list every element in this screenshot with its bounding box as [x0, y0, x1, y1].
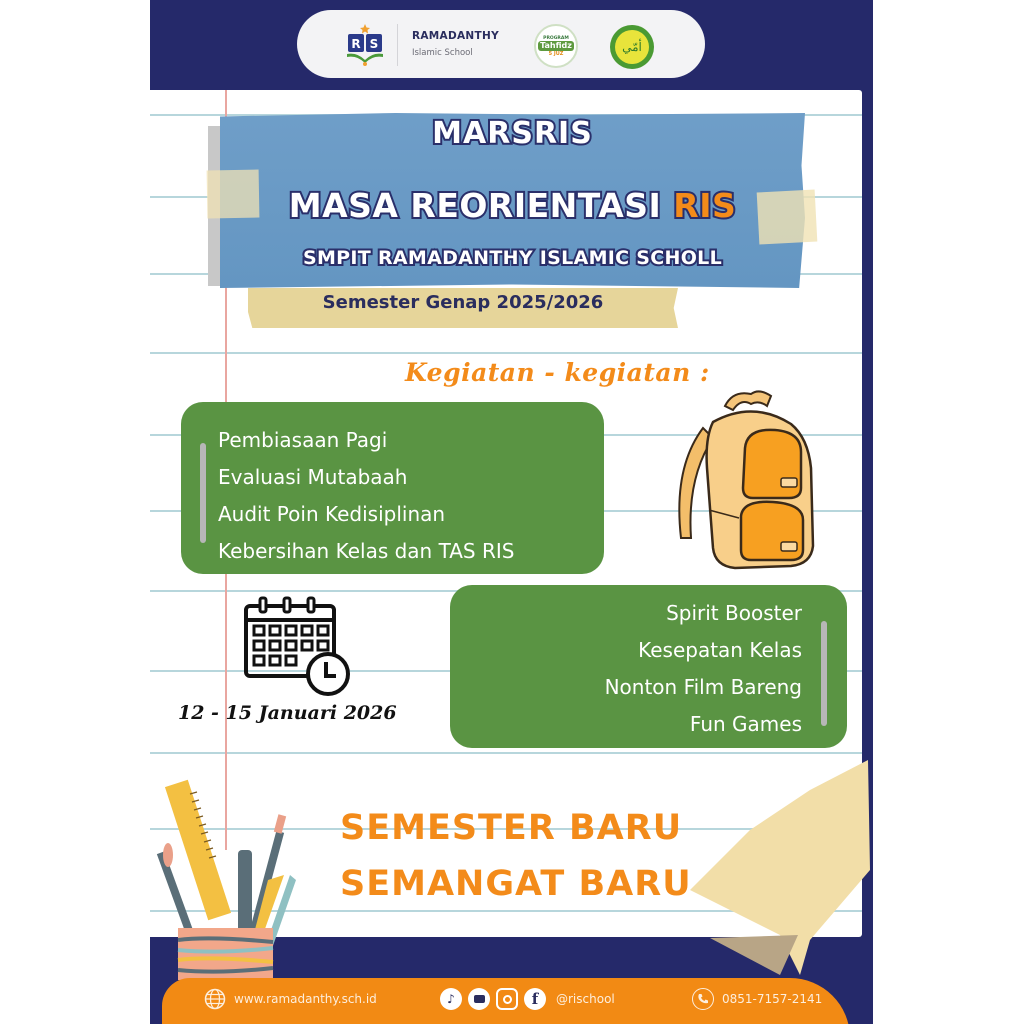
calendar-clock-icon: [242, 596, 354, 698]
event-date: 12 - 15 Januari 2026: [178, 702, 397, 724]
list-item: Kebersihan Kelas dan TAS RIS: [218, 539, 515, 563]
phone-icon: [692, 988, 714, 1010]
phone-number: 0851-7157-2141: [722, 992, 823, 1006]
list-item: Audit Poin Kedisiplinan: [218, 502, 446, 526]
list-item: Spirit Booster: [666, 601, 802, 625]
ummi-badge-text: أمّي: [615, 30, 649, 64]
title-school: SMPIT RAMADANTHY ISLAMIC SCHOLL: [302, 247, 722, 269]
youtube-icon[interactable]: [468, 988, 490, 1010]
ris-logo-icon: [345, 24, 385, 66]
activities-box-1: [181, 402, 604, 574]
box-accent-bar: [821, 621, 827, 726]
brand-subtitle: Islamic School: [412, 48, 473, 58]
backpack-icon: [663, 388, 833, 573]
activities-list-1: [218, 422, 514, 570]
tahfidz-badge: [534, 24, 578, 68]
tahfidz-badge-bottom: 5 JUZ: [548, 50, 564, 57]
footer-contact-bar: [162, 978, 850, 1024]
globe-icon: [204, 988, 226, 1010]
list-item: Nonton Film Bareng: [604, 675, 802, 699]
brand-name: RAMADANTHY: [412, 30, 499, 42]
facebook-icon[interactable]: f: [524, 988, 546, 1010]
slogan: [340, 800, 740, 912]
svg-text:S: S: [369, 37, 379, 51]
tape-decoration: [690, 760, 870, 990]
footer-social: [440, 988, 615, 1010]
footer-website[interactable]: [204, 988, 377, 1010]
title-marsris: MARSRIS: [432, 116, 593, 151]
tiktok-icon[interactable]: ♪: [440, 988, 462, 1010]
list-item: Kesepatan Kelas: [638, 638, 802, 662]
ruled-line: [150, 352, 862, 354]
instagram-icon[interactable]: [496, 988, 518, 1010]
header-logo-bar: [297, 10, 705, 78]
list-item: Pembiasaan Pagi: [218, 428, 388, 452]
slogan-line-2: SEMANGAT BARU: [340, 864, 692, 904]
title-accent-ris: RIS: [673, 186, 737, 225]
tahfidz-badge-middle: Tahfidz: [540, 40, 572, 50]
logo-divider: [397, 24, 398, 66]
pencil-cup-icon: [150, 770, 300, 980]
activities-heading: Kegiatan - kegiatan :: [405, 358, 710, 387]
ruled-line: [150, 752, 862, 754]
title-main-text: MASA REORIENTASI: [288, 186, 674, 225]
social-handle: @rischool: [556, 992, 615, 1006]
list-item: Evaluasi Mutabaah: [218, 465, 408, 489]
activities-list-2: [605, 595, 802, 743]
title-masa-reorientasi: [220, 186, 805, 225]
semester-label: Semester Genap 2025/2026: [322, 292, 604, 313]
box-accent-bar: [200, 443, 206, 543]
poster: [150, 0, 873, 1024]
footer-phone[interactable]: [692, 988, 822, 1010]
tahfidz-badge-top: PROGRAM: [543, 35, 569, 41]
activities-box-2: [450, 585, 847, 748]
slogan-line-1: SEMESTER BARU: [340, 808, 683, 848]
list-item: Fun Games: [689, 712, 802, 736]
website-url: www.ramadanthy.sch.id: [234, 992, 377, 1006]
ummi-badge: [610, 25, 654, 69]
svg-text:R: R: [351, 37, 361, 51]
